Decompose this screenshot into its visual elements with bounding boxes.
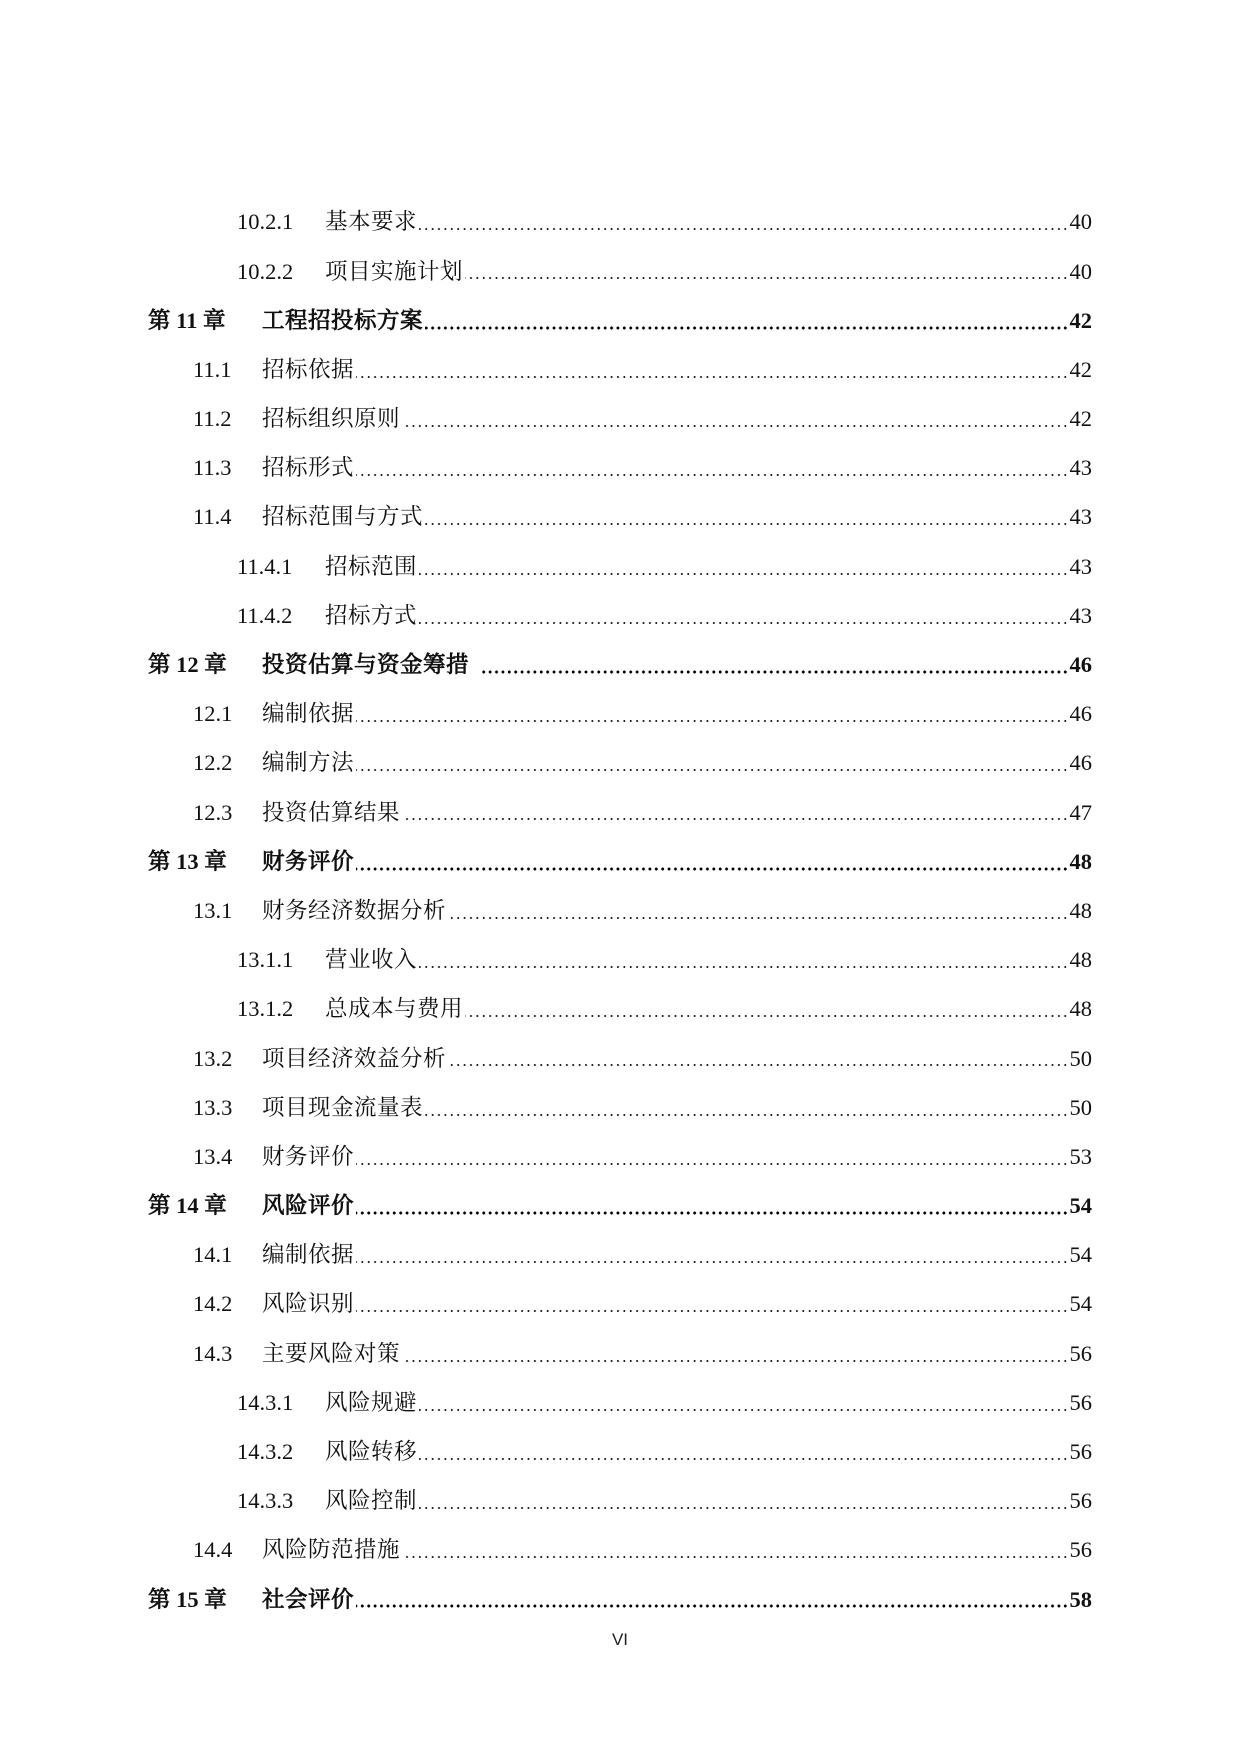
toc-entry-14-3-3[interactable]	[0, 1477, 1240, 1526]
toc-entry-page: 46	[1069, 750, 1092, 776]
toc-entry-page: 48	[1069, 996, 1092, 1022]
toc-entry-number: 13.1	[193, 897, 233, 923]
toc-entry-number: 14.3	[193, 1340, 233, 1366]
toc-entry-number: 13.2	[193, 1045, 233, 1071]
dot-leader	[356, 1211, 1068, 1215]
toc-entry-title: 项目经济效益分析	[262, 1045, 447, 1071]
toc-entry-page: 50	[1069, 1045, 1092, 1071]
dot-leader	[356, 1260, 1068, 1264]
dot-leader	[356, 1309, 1068, 1313]
toc-entry-title: 风险转移	[325, 1439, 418, 1465]
toc-entry-13-3[interactable]	[0, 1083, 1240, 1132]
toc-chapter-13[interactable]	[0, 837, 1240, 886]
dot-leader	[356, 867, 1068, 871]
toc-entry-page: 42	[1069, 406, 1092, 432]
toc-entry-title: 风险控制	[325, 1488, 418, 1514]
toc-entry-number: 11.4	[193, 504, 232, 530]
toc-entry-10-2-2[interactable]	[0, 247, 1240, 296]
toc-entry-page: 56	[1069, 1389, 1092, 1415]
dot-leader	[419, 227, 1068, 231]
toc-entry-title: 编制依据	[262, 701, 355, 727]
toc-entry-title: 营业收入	[325, 947, 418, 973]
dot-leader	[356, 473, 1068, 477]
toc-entry-number: 11.2	[193, 406, 232, 432]
toc-entry-12-3[interactable]	[0, 788, 1240, 837]
toc-entry-11-1[interactable]	[0, 346, 1240, 395]
toc-entry-number: 第 14 章	[148, 1193, 227, 1219]
dot-leader	[402, 1555, 1068, 1559]
toc-chapter-14[interactable]	[0, 1182, 1240, 1231]
toc-entry-title: 招标依据	[262, 356, 355, 382]
toc-entry-title: 风险规避	[325, 1389, 418, 1415]
toc-entry-number: 10.2.1	[237, 209, 294, 235]
page-number-footer: VI	[611, 1630, 629, 1649]
toc-entry-11-2[interactable]	[0, 395, 1240, 444]
toc-entry-page: 46	[1069, 701, 1092, 727]
dot-leader	[448, 1063, 1068, 1067]
dot-leader	[356, 768, 1068, 772]
toc-entry-13-4[interactable]	[0, 1133, 1240, 1182]
toc-entry-14-3-1[interactable]	[0, 1379, 1240, 1428]
toc-entry-number: 第 12 章	[148, 652, 227, 678]
toc-entry-14-3-2[interactable]	[0, 1428, 1240, 1477]
table-of-contents	[0, 198, 1240, 1624]
toc-entry-title: 总成本与费用	[325, 996, 464, 1022]
toc-entry-title: 财务评价	[262, 1143, 355, 1169]
toc-entry-12-1[interactable]	[0, 690, 1240, 739]
dot-leader	[448, 916, 1068, 920]
toc-entry-page: 48	[1069, 848, 1092, 874]
toc-entry-page: 58	[1069, 1586, 1092, 1612]
dot-leader	[425, 1113, 1068, 1117]
dot-leader	[419, 1506, 1068, 1510]
dot-leader	[402, 424, 1068, 428]
dot-leader	[425, 522, 1068, 526]
dot-leader	[356, 719, 1068, 723]
toc-entry-page: 40	[1069, 258, 1092, 284]
dot-leader	[419, 1457, 1068, 1461]
toc-entry-13-2[interactable]	[0, 1034, 1240, 1083]
dot-leader	[419, 572, 1068, 576]
toc-entry-number: 13.1.2	[237, 996, 294, 1022]
toc-entry-page: 48	[1069, 897, 1092, 923]
dot-leader	[419, 965, 1068, 969]
toc-entry-12-2[interactable]	[0, 739, 1240, 788]
dot-leader	[479, 670, 1068, 674]
toc-entry-title: 风险防范措施	[262, 1537, 401, 1563]
toc-entry-11-4-1[interactable]	[0, 542, 1240, 591]
toc-entry-page: 56	[1069, 1439, 1092, 1465]
toc-entry-page: 56	[1069, 1537, 1092, 1563]
toc-entry-number: 13.3	[193, 1094, 233, 1120]
toc-entry-page: 40	[1069, 209, 1092, 235]
toc-entry-title: 风险评价	[262, 1193, 355, 1219]
toc-entry-number: 14.1	[193, 1242, 233, 1268]
toc-entry-13-1-1[interactable]	[0, 936, 1240, 985]
toc-entry-number: 11.1	[193, 356, 232, 382]
toc-entry-number: 11.3	[193, 455, 232, 481]
toc-entry-13-1-2[interactable]	[0, 985, 1240, 1034]
toc-entry-14-1[interactable]	[0, 1231, 1240, 1280]
toc-entry-number: 13.1.1	[237, 947, 294, 973]
toc-entry-number: 14.3.3	[237, 1488, 294, 1514]
toc-entry-number: 12.3	[193, 799, 233, 825]
toc-entry-title: 社会评价	[262, 1586, 355, 1612]
toc-entry-title: 投资估算与资金筹措	[262, 652, 470, 678]
toc-entry-title: 项目现金流量表	[262, 1094, 424, 1120]
dot-leader	[465, 276, 1068, 280]
toc-entry-title: 招标范围与方式	[262, 504, 424, 530]
toc-entry-number: 14.4	[193, 1537, 233, 1563]
dot-leader	[402, 817, 1068, 821]
toc-entry-title: 项目实施计划	[325, 258, 464, 284]
toc-entry-title: 招标组织原则	[262, 406, 401, 432]
toc-entry-14-4[interactable]	[0, 1526, 1240, 1575]
toc-entry-title: 编制方法	[262, 750, 355, 776]
dot-leader	[425, 326, 1068, 330]
toc-entry-14-3[interactable]	[0, 1329, 1240, 1378]
toc-entry-title: 投资估算结果	[262, 799, 401, 825]
toc-entry-page: 53	[1069, 1143, 1092, 1169]
dot-leader	[419, 1408, 1068, 1412]
toc-entry-number: 14.3.2	[237, 1439, 294, 1465]
toc-entry-title: 招标形式	[262, 455, 355, 481]
toc-entry-page: 54	[1069, 1193, 1092, 1219]
toc-entry-title: 财务经济数据分析	[262, 897, 447, 923]
toc-chapter-12[interactable]	[0, 641, 1240, 690]
toc-entry-page: 56	[1069, 1488, 1092, 1514]
toc-entry-11-4-2[interactable]	[0, 592, 1240, 641]
toc-entry-page: 43	[1069, 504, 1092, 530]
toc-entry-number: 13.4	[193, 1143, 233, 1169]
dot-leader	[356, 1604, 1068, 1608]
toc-entry-page: 42	[1069, 307, 1092, 333]
toc-entry-number: 12.2	[193, 750, 233, 776]
toc-chapter-11[interactable]	[0, 296, 1240, 345]
toc-entry-number: 10.2.2	[237, 258, 294, 284]
toc-entry-number: 第 13 章	[148, 848, 227, 874]
toc-entry-11-3[interactable]	[0, 444, 1240, 493]
toc-chapter-15[interactable]	[0, 1575, 1240, 1624]
toc-entry-13-1[interactable]	[0, 887, 1240, 936]
toc-entry-page: 42	[1069, 356, 1092, 382]
toc-entry-11-4[interactable]	[0, 493, 1240, 542]
toc-entry-number: 11.4.2	[237, 602, 293, 628]
dot-leader	[465, 1014, 1068, 1018]
toc-entry-title: 基本要求	[325, 209, 418, 235]
toc-entry-page: 46	[1069, 652, 1092, 678]
toc-entry-number: 第 11 章	[148, 307, 226, 333]
toc-entry-10-2-1[interactable]	[0, 198, 1240, 247]
toc-entry-title: 招标范围	[325, 553, 418, 579]
dot-leader	[356, 375, 1068, 379]
toc-entry-title: 财务评价	[262, 848, 355, 874]
toc-entry-title: 工程招投标方案	[262, 307, 424, 333]
dot-leader	[419, 621, 1068, 625]
toc-entry-number: 14.3.1	[237, 1389, 294, 1415]
toc-entry-page: 43	[1069, 553, 1092, 579]
dot-leader	[356, 1162, 1068, 1166]
toc-entry-title: 主要风险对策	[262, 1340, 401, 1366]
toc-entry-number: 11.4.1	[237, 553, 293, 579]
toc-entry-page: 43	[1069, 602, 1092, 628]
toc-entry-page: 54	[1069, 1242, 1092, 1268]
toc-entry-page: 47	[1069, 799, 1092, 825]
toc-entry-page: 56	[1069, 1340, 1092, 1366]
toc-entry-page: 50	[1069, 1094, 1092, 1120]
toc-entry-page: 54	[1069, 1291, 1092, 1317]
toc-entry-page: 48	[1069, 947, 1092, 973]
toc-entry-title: 招标方式	[325, 602, 418, 628]
toc-entry-page: 43	[1069, 455, 1092, 481]
toc-entry-title: 风险识别	[262, 1291, 355, 1317]
toc-entry-number: 12.1	[193, 701, 233, 727]
dot-leader	[402, 1359, 1068, 1363]
toc-entry-number: 第 15 章	[148, 1586, 227, 1612]
toc-entry-14-2[interactable]	[0, 1280, 1240, 1329]
toc-entry-number: 14.2	[193, 1291, 233, 1317]
toc-entry-title: 编制依据	[262, 1242, 355, 1268]
